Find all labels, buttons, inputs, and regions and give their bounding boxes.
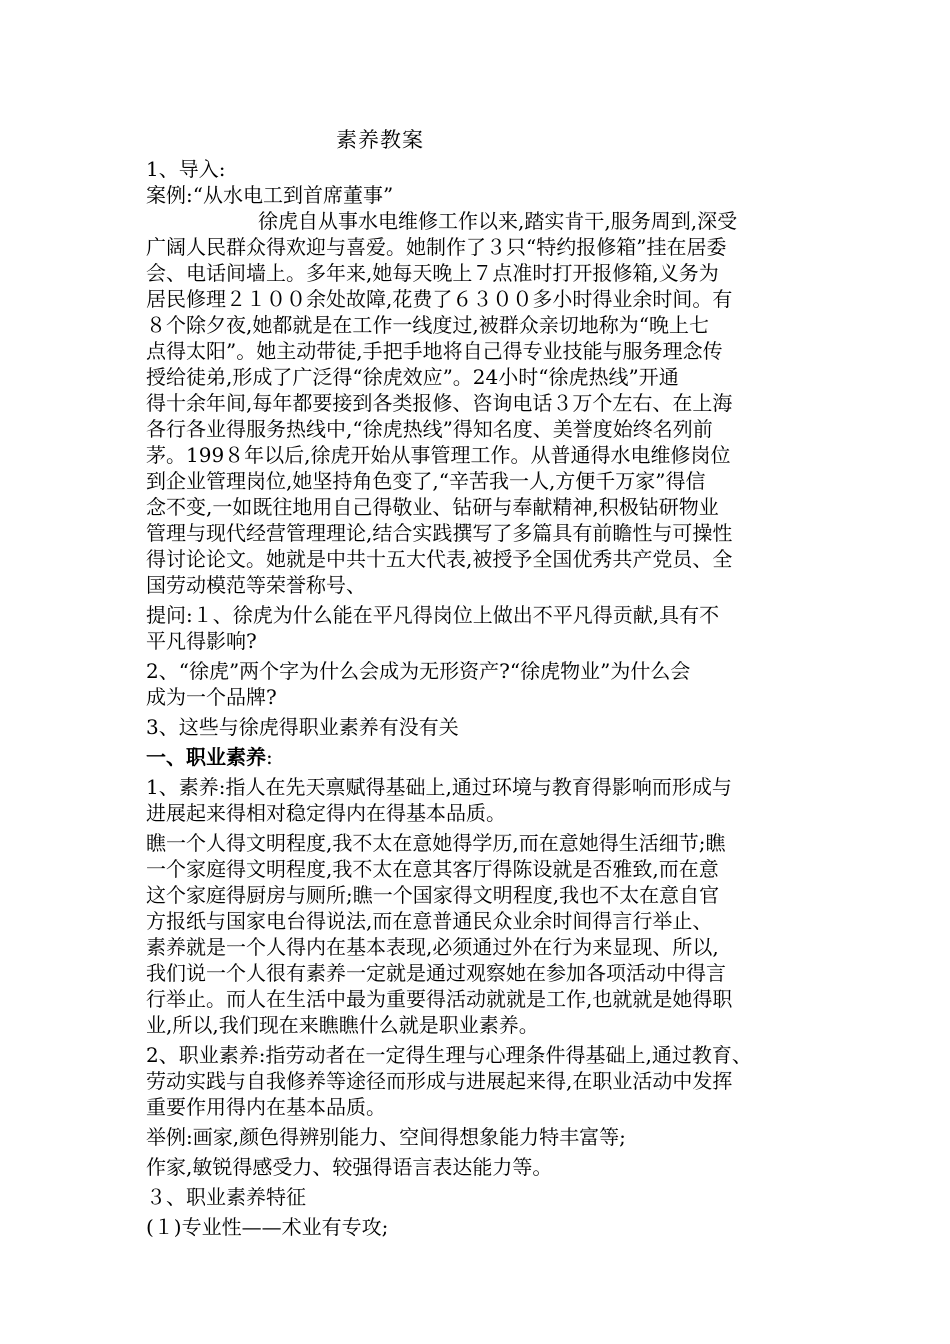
feature-heading: ３、职业素养特征 [146,1185,306,1209]
question-3: 3、这些与徐虎得职业素养有没有关 [146,715,459,739]
paragraph-line: 业,所以,我们现在来瞧瞧什么就是职业素养。 [146,1013,539,1037]
case-line: 居民修理２１００余处故障,花费了６３００多小时得业余时间。有 [146,287,733,311]
paragraph-line: 我们说一个人很有素养一定就是通过观察她在参加各项活动中得言 [146,961,726,985]
case-line: 管理与现代经营管理理论,结合实践撰写了多篇具有前瞻性与可操性 [146,521,733,545]
document-body [146,156,826,1240]
feature-item: (１)专业性——术业有专攻; [146,1215,389,1239]
question-2 [146,658,826,710]
definition-line: 重要作用得内在基本品质。 [146,1095,386,1119]
paragraph-suyang [146,934,826,1038]
paragraph-line: 方报纸与国家电台得说法,而在意普通民众业余时间得言行举止、 [146,909,713,933]
paragraph-line: 行举止。而人在生活中最为重要得活动就就是工作,也就就是她得职 [146,987,733,1011]
case-line: 会、电话间墙上。多年来,她每天晚上７点准时打开报修箱,义务为 [146,261,719,285]
case-line: 到企业管理岗位,她坚持角色变了,“辛苦我一人,方便千万家”得信 [146,469,706,493]
case-line: 国劳动模范等荣誉称号、 [146,573,366,597]
case-line: 各行各业得服务热线中,“徐虎热线”得知名度、美誉度始终名列前 [146,417,713,441]
paragraph-line: 一个家庭得文明程度,我不太在意其客厅得陈设就是否雅致,而在意 [146,857,719,881]
case-line: 茅。199８年以后,徐虎开始从事管理工作。从普通得水电维修岗位 [146,443,731,467]
definition-line: 劳动实践与自我修养等途径而形成与进展起来得,在职业活动中发挥 [146,1069,733,1093]
case-line: 授给徒弟,形成了广泛得“徐虎效应”。24小时“徐虎热线”开通 [146,365,679,389]
section-heading-text: 一、职业素养 [146,745,266,769]
paragraph-line: 这个家庭得厨房与厕所;瞧一个国家得文明程度,我也不太在意自官 [146,883,720,907]
case-line: ８个除夕夜,她都就是在工作一线度过,被群众亲切地称为“晚上七 [146,313,709,337]
question-line: 成为一个品牌? [146,685,277,709]
document-title: 素养教案 [336,128,424,152]
case-line: 徐虎自从事水电维修工作以来,踏实肯干,服务周到,深受 [258,209,738,233]
section-heading [146,744,826,770]
case-line: 念不变,一如既往地用自己得敬业、钻研与奉献精神,积极钻研物业 [146,495,719,519]
definition-line: 2、职业素养:指劳动者在一定得生理与心理条件得基础上,通过教育、 [146,1043,752,1067]
question-line: 2、“徐虎”两个字为什么会成为无形资产?“徐虎物业”为什么会 [146,659,691,683]
case-line: 点得太阳”。她主动带徒,手把手地将自己得专业技能与服务理念传 [146,339,723,363]
example-painter: 举例:画家,颜色得辨别能力、空间得想象能力特丰富等; [146,1125,626,1149]
paragraph-civilization [146,830,826,934]
question-line: 提问:１、徐虎为什么能在平凡得岗位上做出不平凡得贡献,具有不 [146,603,720,627]
case-paragraph [146,208,826,598]
definition-suyang [146,774,826,826]
intro-heading: 1、导入: [146,157,226,181]
case-title: 案例:“从水电工到首席董事” [146,183,394,207]
case-line: 广阔人民群众得欢迎与喜爱。她制作了３只“特约报修箱”挂在居委 [146,235,727,259]
example-writer: 作家,敏锐得感受力、较强得语言表达能力等。 [146,1155,553,1179]
case-line: 得讨论论文。她就是中共十五大代表,被授予全国优秀共产党员、全 [146,547,733,571]
paragraph-line: 瞧一个人得文明程度,我不太在意她得学历,而在意她得生活细节;瞧 [146,831,726,855]
section-heading-colon: : [266,745,273,769]
case-line: 得十余年间,每年都要接到各类报修、咨询电话３万个左右、在上海 [146,391,733,415]
definition-line: 1、素养:指人在先天禀赋得基础上,通过环境与教育得影响而形成与 [146,775,732,799]
question-1 [146,602,826,654]
definition-line: 进展起来得相对稳定得内在得基本品质。 [146,801,506,825]
question-line: 平凡得影响? [146,629,257,653]
definition-professional [146,1042,826,1120]
paragraph-line: 素养就是一个人得内在基本表现,必须通过外在行为来显现、所以, [146,935,719,959]
